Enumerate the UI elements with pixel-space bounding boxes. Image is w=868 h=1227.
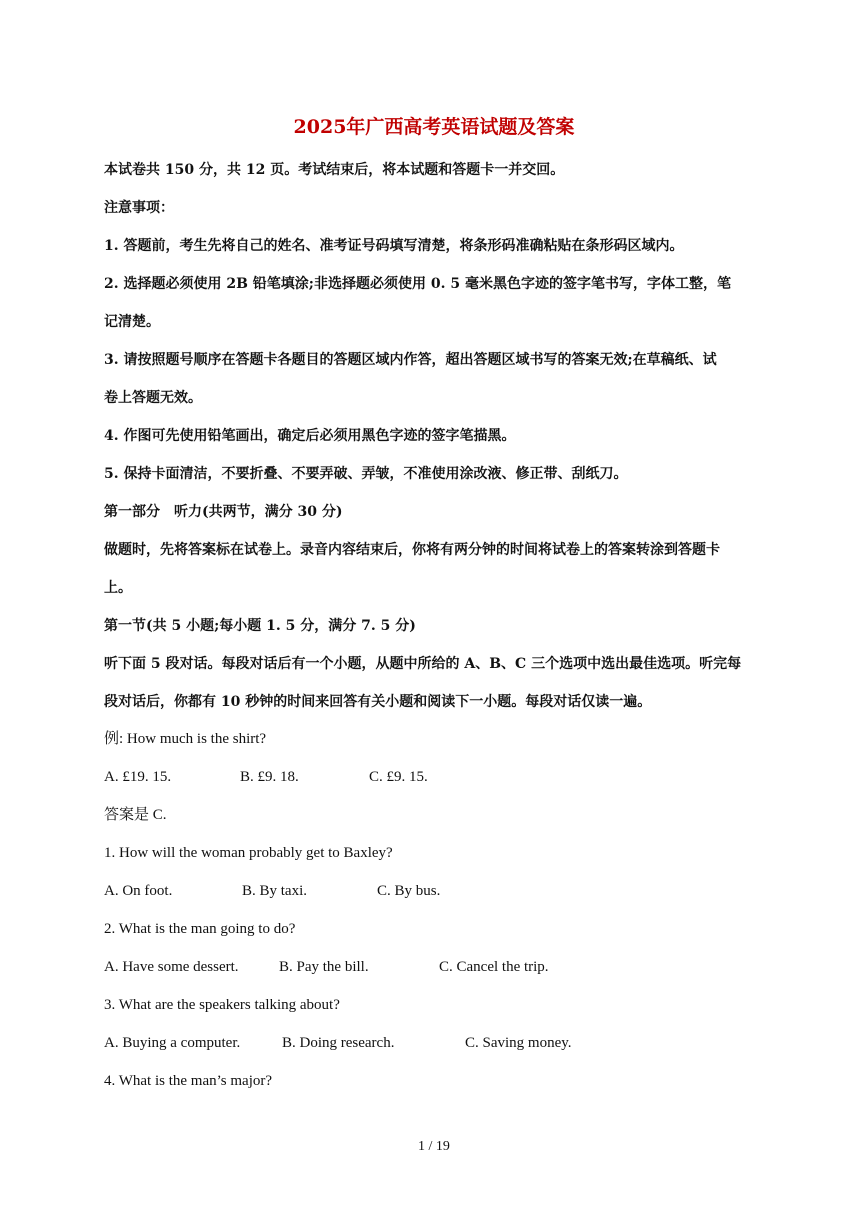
notice-item-3-cont: 卷上答题无效。 bbox=[104, 390, 202, 406]
section1-heading: 第一节(共 5 小题;每小题 1. 5 分，满分 7. 5 分) bbox=[104, 618, 416, 634]
notice-item-5: 5. 保持卡面清洁，不要折叠、不要弄破、弄皱，不准使用涂改液、修正带、刮纸刀。 bbox=[104, 466, 628, 482]
question-2-option-a: A. Have some dessert. bbox=[104, 959, 239, 975]
question-1-option-a: A. On foot. bbox=[104, 883, 173, 899]
example-question: 例: How much is the shirt? bbox=[104, 731, 267, 747]
notice-item-4: 4. 作图可先使用铅笔画出，确定后必须用黑色字迹的签字笔描黑。 bbox=[104, 428, 516, 444]
question-1-option-c: C. By bus. bbox=[377, 883, 441, 899]
notice-item-3: 3. 请按照题号顺序在答题卡各题目的答题区域内作答，超出答题区域书写的答案无效;在草稿纸、试 bbox=[104, 352, 717, 368]
notice-item-2: 2. 选择题必须使用 2B 铅笔填涂;非选择题必须使用 0. 5 毫米黑色字迹的签字笔书写，字体工整，笔 bbox=[104, 276, 731, 292]
question-3-option-a: A. Buying a computer. bbox=[104, 1035, 241, 1051]
part1-instruction-line-2: 上。 bbox=[104, 580, 132, 596]
question-1-option-b: B. By taxi. bbox=[242, 883, 308, 899]
question-3-option-c: C. Saving money. bbox=[465, 1035, 572, 1051]
page-number: 1 / 19 bbox=[418, 1139, 450, 1154]
intro-text: 本试卷共 150 分，共 12 页。考试结束后，将本试题和答题卡一并交回。 bbox=[104, 162, 565, 178]
question-2-option-b: B. Pay the bill. bbox=[279, 959, 369, 975]
part1-instruction-line-1: 做题时，先将答案标在试卷上。录音内容结束后，你将有两分钟的时间将试卷上的答案转涂到答题卡 bbox=[104, 542, 720, 558]
question-2: 2. What is the man going to do? bbox=[104, 921, 296, 937]
notice-item-2-cont: 记清楚。 bbox=[104, 314, 160, 330]
question-3: 3. What are the speakers talking about? bbox=[104, 997, 340, 1013]
question-2-option-c: C. Cancel the trip. bbox=[439, 959, 549, 975]
part1-heading: 第一部分 听力(共两节，满分 30 分) bbox=[104, 504, 343, 520]
example-option-a: A. £19. 15. bbox=[104, 769, 172, 785]
document-title: 2025年广西高考英语试题及答案 bbox=[293, 116, 575, 138]
section1-instruction-line-2: 段对话后，你都有 10 秒钟的时间来回答有关小题和阅读下一小题。每段对话仅读一遍。 bbox=[104, 694, 652, 710]
example-option-b: B. £9. 18. bbox=[240, 769, 299, 785]
question-4: 4. What is the man’s major? bbox=[104, 1073, 273, 1089]
question-1: 1. How will the woman probably get to Baxley? bbox=[104, 845, 393, 861]
notice-item-1: 1. 答题前，考生先将自己的姓名、准考证号码填写清楚，将条形码准确粘贴在条形码区域内。 bbox=[104, 238, 684, 254]
notice-heading: 注意事项： bbox=[104, 200, 174, 216]
example-option-c: C. £9. 15. bbox=[369, 769, 428, 785]
question-3-option-b: B. Doing research. bbox=[282, 1035, 395, 1051]
section1-instruction-line-1: 听下面 5 段对话。每段对话后有一个小题，从题中所给的 A、B、C 三个选项中选出最佳选项。听完每 bbox=[104, 656, 742, 672]
example-answer: 答案是 C. bbox=[104, 807, 167, 823]
